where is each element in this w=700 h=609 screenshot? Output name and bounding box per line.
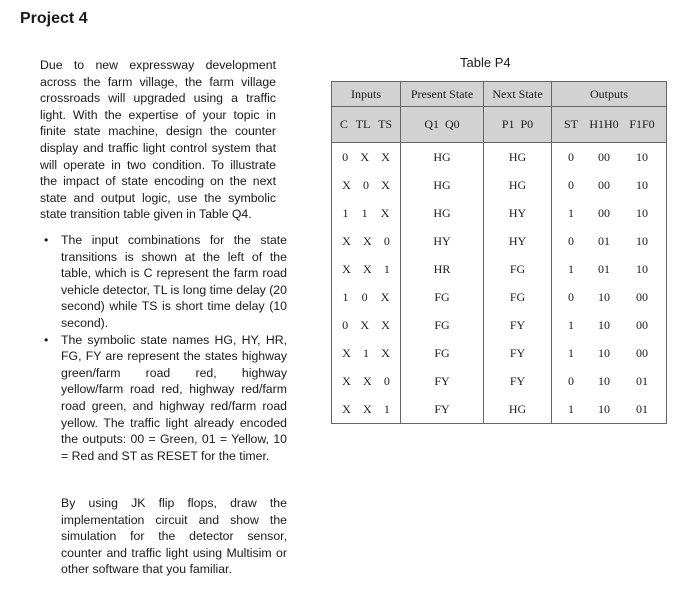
bullet-item xyxy=(40,232,287,332)
cell-outputs xyxy=(552,339,667,367)
cell-tl: 1 xyxy=(363,345,369,360)
cell-next-state: FY xyxy=(484,311,552,339)
table-row xyxy=(332,339,667,367)
cell-h1h0: 10 xyxy=(598,289,610,304)
header-st: ST xyxy=(563,117,578,131)
header-c: C xyxy=(339,117,348,131)
cell-c: X xyxy=(342,401,351,416)
cell-f1f0: 10 xyxy=(636,177,648,192)
cell-next-state: HY xyxy=(484,227,552,255)
state-table-wrapper xyxy=(331,81,667,424)
cell-inputs xyxy=(332,199,401,227)
cell-present-state: HG xyxy=(401,199,484,227)
cell-st: 0 xyxy=(568,149,574,164)
header-output-vars xyxy=(552,107,667,143)
cell-present-state: FG xyxy=(401,283,484,311)
cell-c: 1 xyxy=(342,205,349,220)
header-present-vars: Q1 Q0 xyxy=(401,107,484,143)
cell-h1h0: 10 xyxy=(598,317,610,332)
cell-h1h0: 01 xyxy=(598,233,610,248)
header-f1f0: F1F0 xyxy=(629,117,655,131)
cell-c: X xyxy=(342,261,351,276)
cell-outputs xyxy=(552,311,667,339)
cell-next-state: FG xyxy=(484,283,552,311)
cell-inputs xyxy=(332,143,401,172)
cell-outputs xyxy=(552,199,667,227)
cell-f1f0: 10 xyxy=(636,149,648,164)
cell-next-state: FY xyxy=(484,339,552,367)
cell-c: X xyxy=(342,177,351,192)
page-title: Project 4 xyxy=(20,10,88,27)
cell-f1f0: 10 xyxy=(636,261,648,276)
cell-c: X xyxy=(342,345,351,360)
cell-f1f0: 00 xyxy=(636,289,648,304)
cell-c: X xyxy=(342,233,351,248)
cell-f1f0: 01 xyxy=(636,373,648,388)
table-row xyxy=(332,367,667,395)
cell-next-state: HG xyxy=(484,171,552,199)
cell-h1h0: 00 xyxy=(598,177,610,192)
cell-outputs xyxy=(552,171,667,199)
cell-st: 1 xyxy=(568,261,574,276)
cell-ts: 1 xyxy=(383,261,390,276)
bullet-text: The symbolic state names HG, HY, HR, FG, FY are represent the states highway green/farm road red, highway yellow/farm road red, highway red/farm road green, and highway red/farm road yellow. The traffic light already encoded the outputs: 00 = Green, 01 = Yellow, 10 = Red and ST as RESET for the timer. xyxy=(61,332,287,463)
table-row xyxy=(332,143,667,172)
table-row xyxy=(332,311,667,339)
cell-st: 0 xyxy=(568,373,574,388)
cell-outputs xyxy=(552,227,667,255)
cell-outputs xyxy=(552,283,667,311)
cell-inputs xyxy=(332,283,401,311)
cell-inputs xyxy=(332,311,401,339)
cell-ts: X xyxy=(381,317,390,332)
cell-next-state: FG xyxy=(484,255,552,283)
cell-present-state: HY xyxy=(401,227,484,255)
header-outputs: Outputs xyxy=(552,82,667,107)
table-row xyxy=(332,199,667,227)
table-body xyxy=(332,143,667,424)
cell-present-state: FY xyxy=(401,395,484,424)
cell-h1h0: 10 xyxy=(598,345,610,360)
bullet-list xyxy=(40,232,287,464)
cell-st: 1 xyxy=(568,401,574,416)
cell-st: 1 xyxy=(568,205,574,220)
bullet-item xyxy=(40,332,287,465)
cell-inputs xyxy=(332,367,401,395)
cell-st: 1 xyxy=(568,317,574,332)
cell-next-state: HG xyxy=(484,395,552,424)
bullet-text: The input combinations for the state transitions is shown at the left of the table, which is C represent the farm road vehicle detector, TL is long time delay (20 second) while TS is short time delay (10 second). xyxy=(61,233,287,330)
cell-st: 0 xyxy=(568,233,574,248)
bullet-icon: • xyxy=(44,233,49,247)
cell-tl: 0 xyxy=(363,177,369,192)
cell-next-state: FY xyxy=(484,367,552,395)
bullet-icon: • xyxy=(44,332,49,347)
intro-paragraph: Due to new expressway development across the farm village, the farm village crossroads will upgraded using a traffic light. With the expertise of your topic in finite state machine, design the counter display and traffic light control system that will operate in two condition. To illustrate the impact of state encoding on the next state and output logic, use the symbolic state transition table given in Table Q4. xyxy=(40,58,276,222)
cell-ts: X xyxy=(380,205,390,220)
cell-h1h0: 00 xyxy=(598,149,610,164)
cell-st: 0 xyxy=(568,289,574,304)
cell-inputs xyxy=(332,395,401,424)
cell-f1f0: 00 xyxy=(636,345,648,360)
cell-outputs xyxy=(552,395,667,424)
cell-c: 0 xyxy=(342,317,349,332)
cell-ts: 0 xyxy=(383,233,390,248)
header-next-vars: P1 P0 xyxy=(484,107,552,143)
cell-h1h0: 10 xyxy=(598,373,610,388)
cell-h1h0: 00 xyxy=(598,205,610,220)
cell-tl: 1 xyxy=(361,205,368,220)
cell-tl: X xyxy=(363,233,372,248)
cell-next-state: HG xyxy=(484,143,552,172)
table-row xyxy=(332,283,667,311)
cell-present-state: FG xyxy=(401,339,484,367)
table-row xyxy=(332,171,667,199)
cell-c: 0 xyxy=(342,149,349,164)
cell-present-state: HG xyxy=(401,143,484,172)
cell-outputs xyxy=(552,367,667,395)
cell-ts: 0 xyxy=(383,373,390,388)
state-transition-table xyxy=(331,81,667,424)
cell-ts: 1 xyxy=(383,401,390,416)
cell-tl: X xyxy=(363,401,372,416)
cell-ts: X xyxy=(380,289,390,304)
cell-c: X xyxy=(342,373,351,388)
cell-present-state: FG xyxy=(401,311,484,339)
cell-ts: X xyxy=(381,177,390,192)
instruction-paragraph: By using JK flip flops, draw the implementation circuit and show the simulation for the detector sensor, counter and traffic light using Multisim or other software that you familiar. xyxy=(61,496,287,577)
cell-tl: X xyxy=(363,373,372,388)
cell-outputs xyxy=(552,255,667,283)
cell-inputs xyxy=(332,339,401,367)
cell-f1f0: 01 xyxy=(636,401,648,416)
cell-tl: X xyxy=(360,149,369,164)
header-inputs: Inputs xyxy=(332,82,401,107)
cell-st: 1 xyxy=(568,345,574,360)
header-h1h0: H1H0 xyxy=(589,117,619,131)
cell-ts: X xyxy=(381,345,390,360)
cell-inputs xyxy=(332,255,401,283)
header-present-state: Present State xyxy=(401,82,484,107)
table-caption: Table P4 xyxy=(460,55,511,70)
cell-present-state: HR xyxy=(401,255,484,283)
header-input-vars xyxy=(332,107,401,143)
cell-present-state: HG xyxy=(401,171,484,199)
cell-f1f0: 10 xyxy=(636,205,648,220)
cell-tl: X xyxy=(363,261,372,276)
cell-ts: X xyxy=(381,149,390,164)
cell-st: 0 xyxy=(568,177,574,192)
header-next-state: Next State xyxy=(484,82,552,107)
cell-outputs xyxy=(552,143,667,172)
table-row xyxy=(332,255,667,283)
header-tl: TL xyxy=(355,117,371,131)
cell-next-state: HY xyxy=(484,199,552,227)
cell-present-state: FY xyxy=(401,367,484,395)
table-row xyxy=(332,395,667,424)
header-ts: TS xyxy=(378,117,393,131)
cell-inputs xyxy=(332,171,401,199)
table-row xyxy=(332,227,667,255)
cell-f1f0: 00 xyxy=(636,317,648,332)
cell-h1h0: 10 xyxy=(598,401,610,416)
cell-inputs xyxy=(332,227,401,255)
cell-c: 1 xyxy=(342,289,349,304)
cell-tl: 0 xyxy=(361,289,368,304)
cell-f1f0: 10 xyxy=(636,233,648,248)
cell-tl: X xyxy=(360,317,369,332)
cell-h1h0: 01 xyxy=(598,261,610,276)
